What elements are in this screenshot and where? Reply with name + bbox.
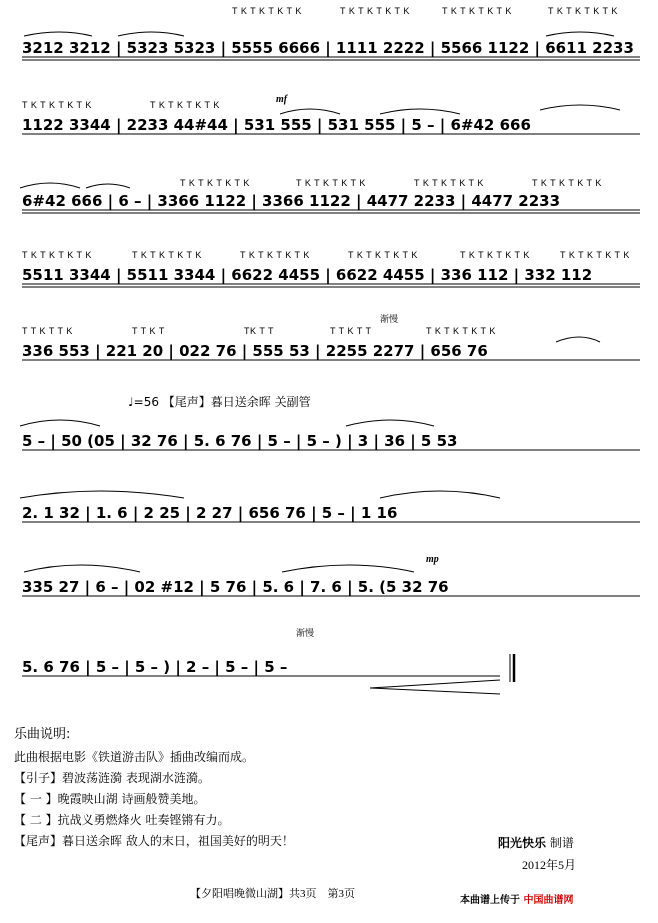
notes-line-5: 【尾声】暮日送余晖 敌人的末日，祖国美好的明天！ [14,834,294,848]
notes-measure: 335 27 | 6 – | 02 #12 | 5 76 | 5. 6 | 7. 6 | 5. (5 32 76 [22,578,449,596]
score-row-8 [22,554,640,597]
notes-measure: 6#42 666 | 6 – | 3366 1122 | 3366 1122 | 4477 2233 | 4477 2233 [22,192,561,210]
notes-line-3: 【 一 】晚霞映山湖 诗画般赞美地。 [14,792,206,806]
notes-line-1: 此曲根据电影《铁道游击队》插曲改编而成。 [14,750,255,764]
site-prefix: 本曲谱上传于 [460,895,520,906]
score-row-6 [20,394,640,451]
tk-label: T K T K T K T K [426,326,496,336]
tk-label: T K T K T K T K [460,250,530,260]
notes-measure: 5511 3344 | 5511 3344 | 6622 4455 | 6622 4455 | 336 112 | 332 112 [22,266,593,284]
notes-measure: 1122 3344 | 2233 44#44 | 531 555 | 531 555 | 5 – | 6#42 666 [22,116,531,134]
notes-measure: 2. 1 32 | 1. 6 | 2 25 | 2 27 | 656 76 | 5 – | 1 16 [22,504,398,522]
tk-label: T K T K T K T K [22,250,92,260]
tk-label: T K T K T K T K [442,6,512,16]
tk-label: T K T K T K T K [340,6,410,16]
notes-line-4: 【 二 】抗战义勇燃烽火 吐奏铿锵有力。 [14,813,230,827]
tk-label: T K T K T K T K [232,6,302,16]
tempo-mark: 渐慢 [380,314,399,324]
tk-label: T K T K T K T K [548,6,618,16]
tk-label: T K T K T K T K [560,250,630,260]
tk-label: TK T T [244,326,275,336]
tk-label: T K T K T K T K [132,250,202,260]
tempo-marking: ♩=56 【尾声】暮日送余晖 关副管 [128,395,311,409]
tk-label: T K T K T K T K [22,100,92,110]
tk-label: T K T K T K T K [240,250,310,260]
credit-suffix: 制谱 [549,836,574,850]
tk-label: T K T K T K T K [414,178,484,188]
notes-line-2: 【引子】碧波荡涟漪 表现湖水涟漪。 [14,771,210,785]
notes-measure: 3212 3212 | 5323 5323 | 5555 6666 | 1111 2222 | 5566 1122 | 6611 2233 [22,39,634,57]
site-logo[interactable]: 中国曲谱网 [523,895,574,906]
score-row-5 [22,313,640,361]
date: 2012年5月 [522,858,577,872]
notes-heading: 乐曲说明: [14,727,71,742]
tk-label: T K T K T K T K [180,178,250,188]
tk-label: T K T K T K T K [348,250,418,260]
site-credit [460,891,573,906]
notes-measure: 5 – | 50 (05 | 32 76 | 5. 6 76 | 5 – | 5 – ) | 3 | 36 | 5 53 [22,432,458,450]
score-row-9 [22,627,514,694]
dynamic-mf: mf [276,94,288,105]
dynamic-mp: mp [426,554,439,565]
page-indicator: 【夕阳唱晚微山湖】共3页 第3页 [190,888,355,900]
tk-label: T T K T T [330,326,372,336]
tk-label: T K T K T K T K [296,178,366,188]
notes-measure: 336 553 | 221 20 | 022 76 | 555 53 | 2255 2277 | 656 76 [22,342,488,360]
music-notes [14,724,644,852]
score-row-3 [20,178,640,213]
score-row-2 [22,94,640,135]
tk-label: T T K T T K [22,326,73,336]
score-row-1 [22,6,640,60]
score-row-4 [22,250,640,287]
notes-measure: 5. 6 76 | 5 – | 5 – ) | 2 – | 5 – | 5 – [22,658,288,676]
tk-label: T T K T [132,326,165,336]
tk-label: T K T K T K T K [150,100,220,110]
tk-label: T K T K T K T K [532,178,602,188]
tempo-mark: 渐慢 [296,628,315,638]
credit-name: 阳光快乐 [498,836,547,850]
credit [498,834,574,851]
score-row-7 [20,491,640,523]
